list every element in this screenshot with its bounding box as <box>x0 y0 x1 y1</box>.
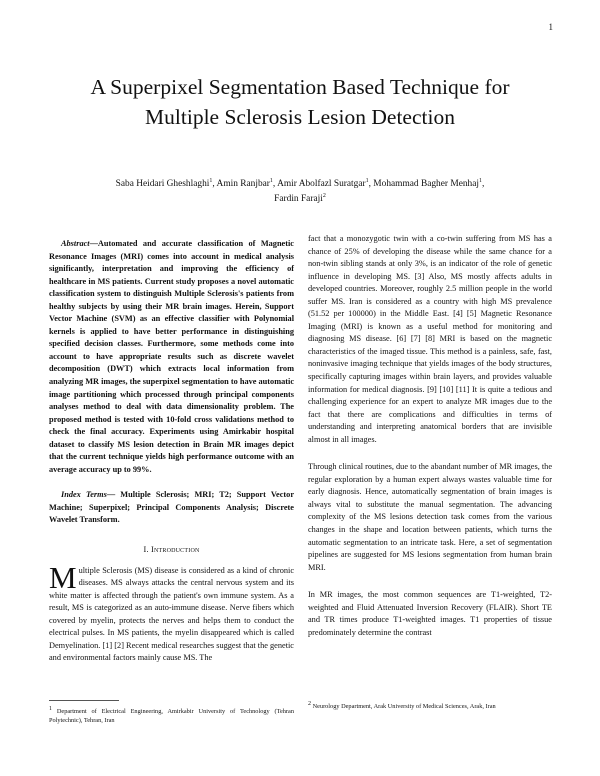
paragraph-mr-sequences: In MR images, the most common sequences are T1-weighted, T2-weighted and Fluid Attenuated Inversion Recovery (FLAIR). Short TE and TR times produce T1-weighted images. T1 properties of tissue predominately determine the contrast <box>308 590 552 637</box>
footnote-affiliation-2: $^2$ Neurology Department, Arak University of Medical Sciences, Arak, Iran <box>308 700 496 710</box>
page-number: 1 <box>548 22 553 32</box>
introduction-paragraph: Multiple Sclerosis (MS) disease is considered as a kind of chronic diseases. MS always attacks the central nervous system and its white matter is affected through the patient's own immune system. As a result, MS is categorized as an auto-immune disease. Nerve fibers which covered by myelin, protects the nerves and helps them to conduct the electrical pulses. In MS patients, the myelin disappeared which is called Demyelination. [1] [2] Recent medical researches suggest that the genetic and environmental factors mainly cause MS. The <box>49 559 294 663</box>
drop-cap: M <box>49 559 77 595</box>
author-list <box>60 177 540 207</box>
footnote-affiliation-1: $^1$ Department of Electrical Engineering, Amirkabir University of Technology (Tehran Polytechnic), Tehran, Iran <box>49 705 294 724</box>
index-terms: Index Terms— Multiple Sclerosis; MRI; T2; Support Vector Machine; Superpixel; Principal Components Analysis; Discrete Wavelet Transform. <box>49 490 295 525</box>
footnote-rule-left <box>49 700 119 701</box>
author-line-1: Saba Heidari Gheshlaghi$^1$, Amin Ranjbar$^1$, Amir Abolfazl Suratgar$^1$, Mohammad Bagher Menhaj$^1$, <box>115 177 485 189</box>
right-column <box>308 233 552 639</box>
abstract: Abstract—Automated and accurate classification of Magnetic Resonance Images (MRI) comes into account in medical analysis significantly, interpretation and improving the efficiency of healthcare in MS patients. Current study proposes a novel automatic classification system to distinguish Multiple Sclerosis's patients from healthy subjects by using their MR brain images. Herein, Support Vector Machine (SVM) as an effective classifier with Polynomial kernels is applied to have better performance in distinguishing specified decision classes. Furthermore, some methods come into account to have appropriate results such as discrete wavelet decomposition (DWT) which extracts local information from analyzing MR images, the superpixel segmentation to have automatic image partitioning which processed through principal components analyses method to deal with data dimensionality problem. The proposed method is tested with 10-fold cross validations method to check the final accuracy. Experiments using Amirkabir hospital dataset to classify MS lesion detection in Brain MR images depict that the current technique yields high performance outcome with an average accuracy up to 99%. <box>49 239 294 474</box>
author-line-2: Fardin Faraji$^2$ <box>274 192 326 204</box>
left-column <box>49 238 294 665</box>
paragraph-genetics: fact that a monozygotic twin with a co-twin suffering from MS has a chance of 25% of developing the disease while the same chance for a non-twin sibling stands at only 3%, is an indicator of the role of genetic influence in developing MS. [3] Also, MS mostly affects adults in developed countries. Moreover, roughly 2.5 million people in the world suffer MS. Iran is considered as a country with high MS prevalence (51.52 per 100000) in the Middle East. [4] [5] Magnetic Resonance Imaging (MRI) is known as a useful method for monitoring and diagnosing MS disease. [6] [7] [8] MRI is based on the magnetic characteristics of the imaged tissue. This method is a painless, safe, fast, noninvasive imaging technique that yields images of the body structures, specifically capturing images within brain layers, and provides valuable information for medical diagnosis. [9] [10] [11] It is quite a tedious and challenging experience for an expert to analyze MR images due to the fact that there are complications and difficulties in terms of understanding and interpreting anatomical borders that are invisible almost in all images. <box>308 234 552 444</box>
paper-title <box>40 72 560 132</box>
paragraph-segmentation: Through clinical routines, due to the abandant number of MR images, the regular exploration by a human expert always wastes valuable time for early diagnosis. Hence, automatically segmentation of brain images is always vital to substitute the manual segmentation. The advancing complexity of the MS lesions detection task comes from the various changes in the shape and location between patients, which turns the automatic segmentation to an intricate task. Here, a set of segmentation pipelines are suggested for MS lesions segmentation from human brain MRI. <box>308 462 553 572</box>
section-heading-introduction: I. Introduction <box>143 545 200 555</box>
title-line-1: A Superpixel Segmentation Based Technique for <box>90 75 510 100</box>
title-line-2: Multiple Sclerosis Lesion Detection <box>145 105 455 130</box>
